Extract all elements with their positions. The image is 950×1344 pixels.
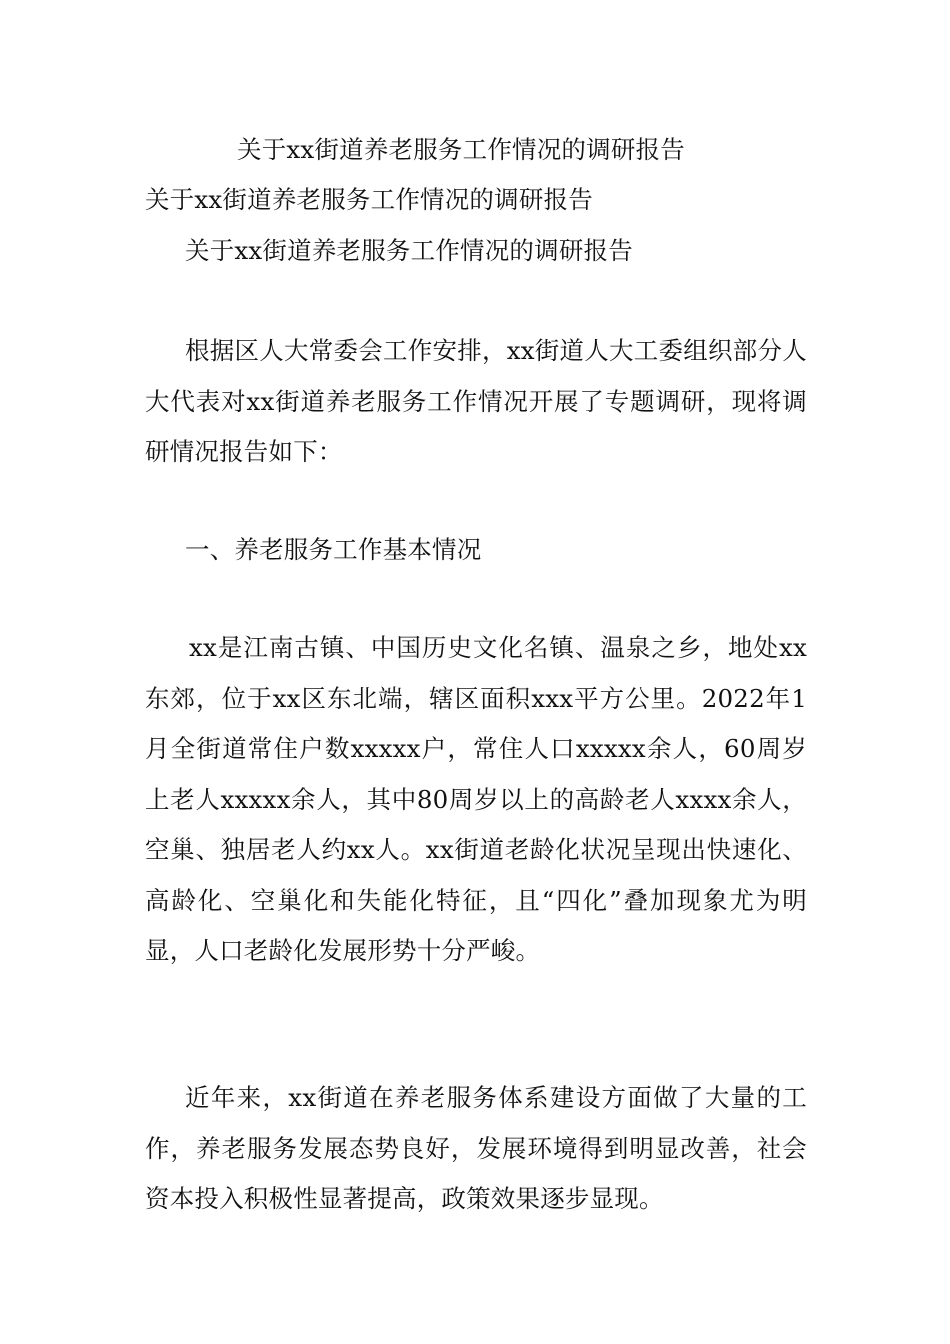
document-title-line-1: 关于xx街道养老服务工作情况的调研报告 <box>237 135 685 164</box>
document-title-line-2: 关于xx街道养老服务工作情况的调研报告 <box>145 185 593 214</box>
intro-paragraph: 根据区人大常委会工作安排，xx街道人大工委组织部分人大代表对xx街道养老服务工作情况开展了专题调研，现将调研情况报告如下： <box>145 336 807 466</box>
body-paragraph-2: 近年来，xx街道在养老服务体系建设方面做了大量的工作，养老服务发展态势良好，发展环境得到明显改善，社会资本投入积极性显著提高，政策效果逐步显现。 <box>145 1083 807 1213</box>
section-heading: 一、养老服务工作基本情况 <box>185 535 482 564</box>
body-paragraph-1: xx是江南古镇、中国历史文化名镇、温泉之乡，地处xx东郊，位于xx区东北端，辖区面积xxx平方公里。2022年1月全街道常住户数xxxxx户，常住人口xxxxx余人，60周岁上老人xxxxx余人，其中80周岁以上的高龄老人xxxx余人，空巢、独居老人约xx人。xx街道老龄化状况呈现出快速化、高龄化、空巢化和失能化特征，且“四化”叠加现象尤为明显，人口老龄化发展形势十分严峻。 <box>145 633 807 965</box>
document-title-line-3: 关于xx街道养老服务工作情况的调研报告 <box>185 236 633 265</box>
